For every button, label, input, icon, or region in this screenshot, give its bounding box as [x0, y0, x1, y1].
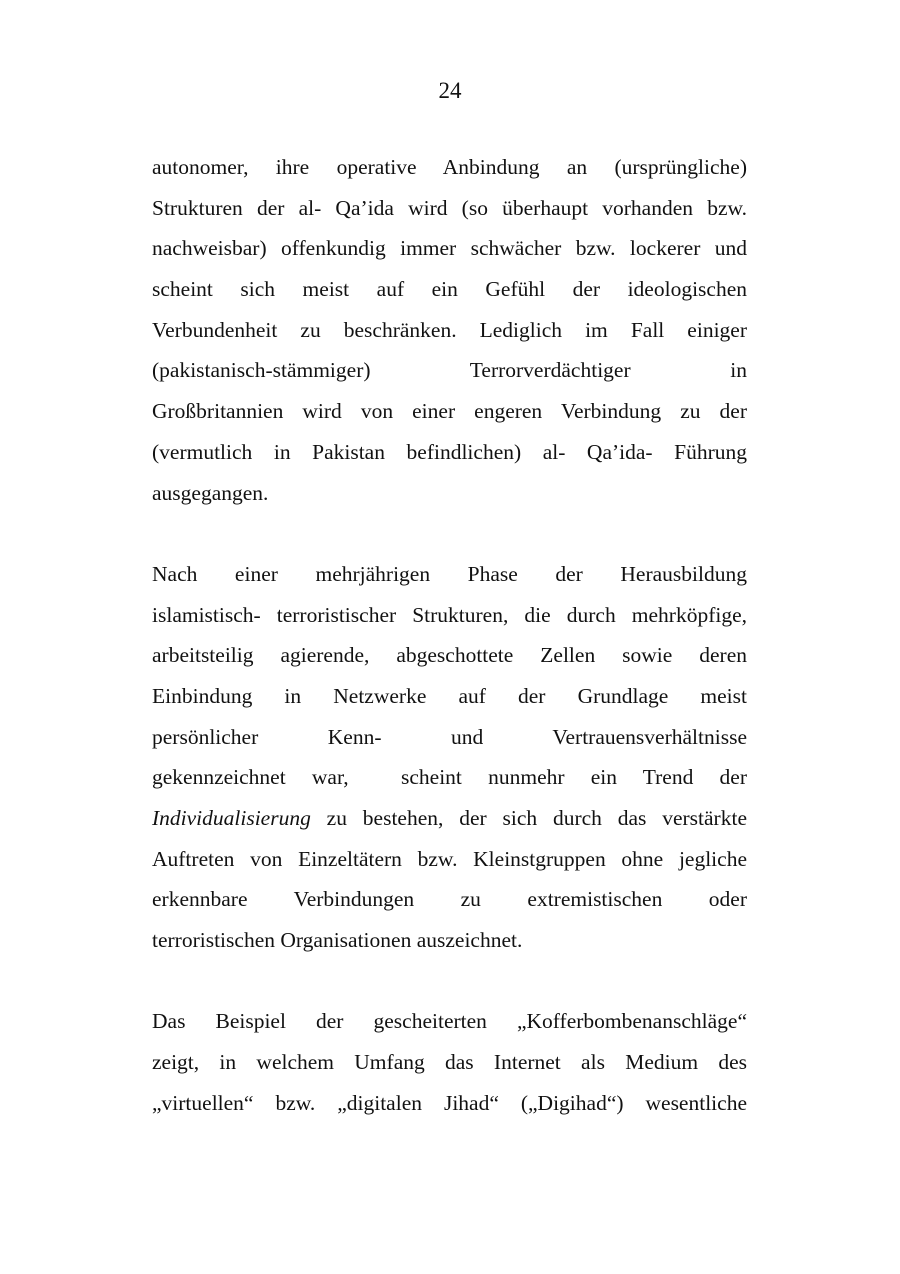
text-line: ausgegangen.: [152, 480, 269, 505]
text-line: scheint sich meist auf ein Gefühl der ideologischen: [152, 277, 747, 302]
text-line: Verbundenheit zu beschränken. Lediglich im Fall einiger: [152, 317, 747, 342]
text-line: gekennzeichnet war, scheint nunmehr ein Trend der: [152, 765, 747, 790]
text-line: Nach einer mehrjährigen Phase der Herausbildung: [152, 561, 747, 586]
emphasized-term: Individualisierung: [152, 806, 311, 830]
text-line: Auftreten von Einzeltätern bzw. Kleinstgruppen ohne jegliche: [152, 846, 747, 871]
text-line: Einbindung in Netzwerke auf der Grundlage meist: [152, 683, 747, 708]
paragraph-2: [152, 554, 747, 961]
text-line: Das Beispiel der gescheiterten „Kofferbombenanschläge“: [152, 1009, 747, 1034]
text-line: persönlicher Kenn- und Vertrauensverhältnisse: [152, 724, 747, 749]
text-fragment: zu bestehen, der sich durch das verstärkte: [310, 806, 747, 830]
paragraph-1: [152, 147, 747, 513]
body-text: [152, 147, 747, 1124]
text-line: (vermutlich in Pakistan befindlichen) al- Qa’ida- Führung: [152, 439, 747, 464]
text-line-with-emphasis: [152, 798, 747, 839]
text-line: erkennbare Verbindungen zu extremistischen oder: [152, 887, 747, 912]
paragraph-3: [152, 1001, 747, 1123]
text-line: nachweisbar) offenkundig immer schwächer bzw. lockerer und: [152, 236, 747, 261]
text-line: „virtuellen“ bzw. „digitalen Jihad“ („Digihad“) wesentliche: [152, 1090, 747, 1115]
text-line: Großbritannien wird von einer engeren Verbindung zu der: [152, 399, 747, 424]
text-line: autonomer, ihre operative Anbindung an (ursprüngliche): [152, 155, 747, 179]
text-line: (pakistanisch-stämmiger) Terrorverdächtiger in: [152, 358, 747, 383]
text-line: zeigt, in welchem Umfang das Internet als Medium des: [152, 1050, 747, 1075]
paragraph-gap: [152, 513, 747, 554]
paragraph-gap: [152, 961, 747, 1002]
text-line: terroristischen Organisationen auszeichnet.: [152, 928, 523, 953]
page-number: 24: [438, 78, 462, 103]
text-line: islamistisch- terroristischer Strukturen, die durch mehrköpfige,: [152, 602, 747, 627]
text-line: Strukturen der al- Qa’ida wird (so überhaupt vorhanden bzw.: [152, 195, 747, 220]
text-line: arbeitsteilig agierende, abgeschottete Zellen sowie deren: [152, 643, 747, 668]
